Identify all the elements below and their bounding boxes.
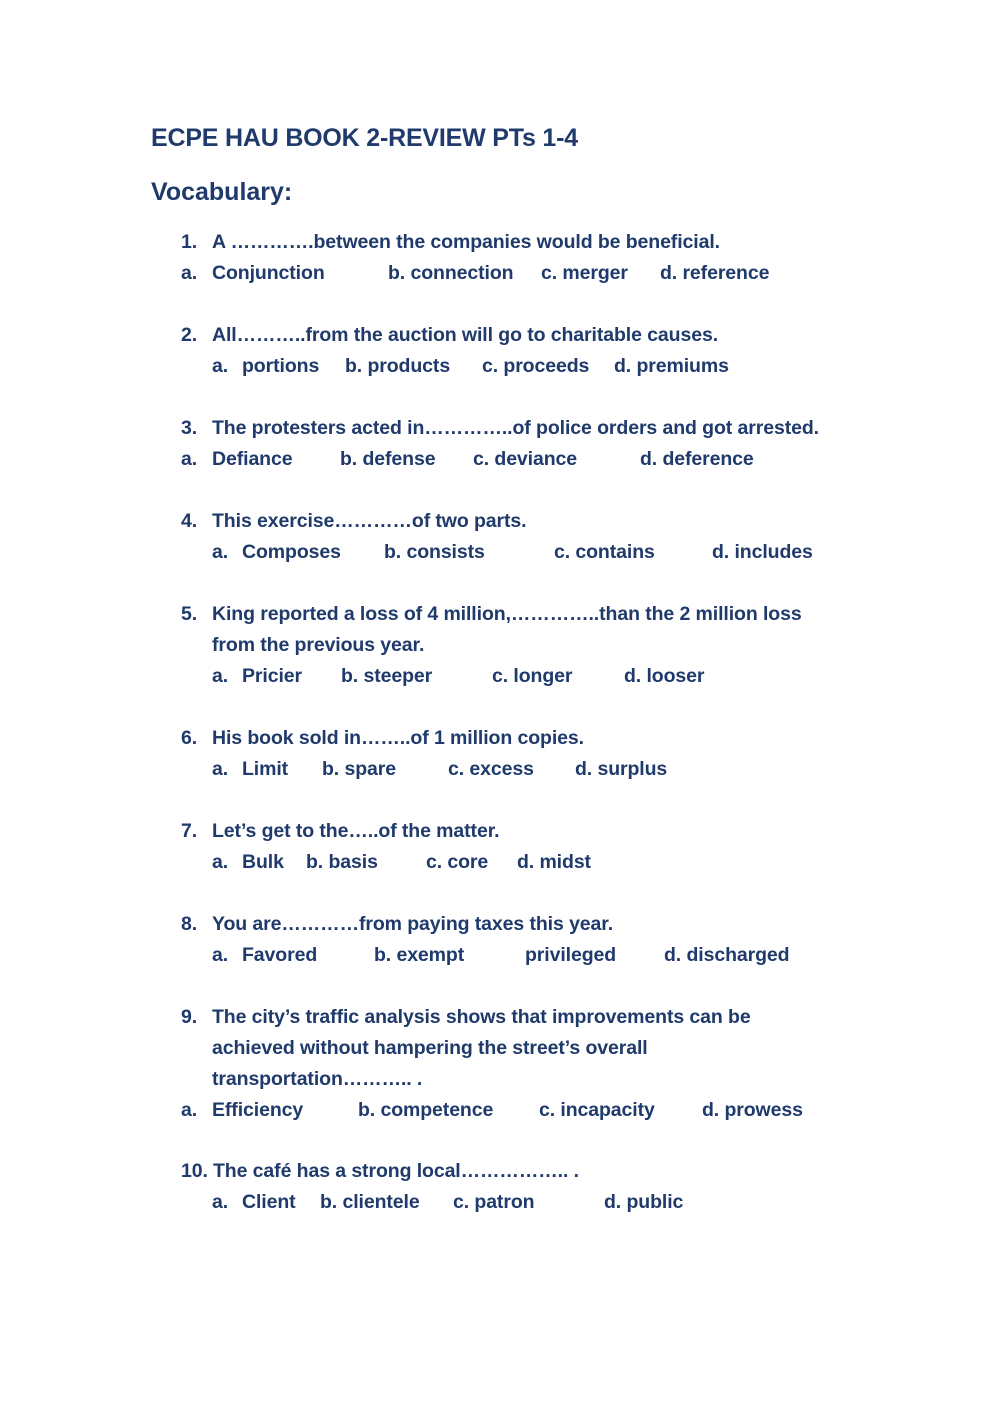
question-number: 10. (181, 1160, 208, 1182)
question-text: His book sold in……..of 1 million copies. (212, 727, 584, 749)
answer-option: Conjunction (212, 262, 325, 284)
question-text: All………..from the auction will go to charitable causes. (212, 324, 719, 346)
question-text: from the previous year. (212, 634, 425, 656)
section-heading: Vocabulary: (151, 178, 293, 206)
question-number: 9. (181, 1006, 198, 1028)
answer-option: d. premiums (614, 355, 729, 377)
answer-option: Limit (242, 758, 289, 780)
answer-option: b. spare (322, 758, 396, 780)
answer-option: b. steeper (341, 665, 433, 687)
question-text: You are…………from paying taxes this year. (212, 913, 614, 935)
worksheet-title: ECPE HAU BOOK 2-REVIEW PTs 1-4 (151, 124, 578, 152)
option-letter: a. (181, 262, 198, 284)
answer-option: b. basis (306, 851, 378, 873)
answer-option: c. merger (541, 262, 628, 284)
answer-option: privileged (525, 944, 617, 966)
question-number: 3. (181, 417, 198, 439)
answer-option: d. reference (660, 262, 770, 284)
answer-option: c. contains (554, 541, 655, 563)
answer-option: c. deviance (473, 448, 578, 470)
answer-option: b. products (345, 355, 451, 377)
answer-option: d. prowess (702, 1099, 803, 1121)
option-letter: a. (212, 758, 229, 780)
question-text: The protesters acted in…………..of police orders and got arrested. (212, 417, 819, 439)
answer-option: b. clientele (320, 1191, 420, 1213)
answer-option: d. looser (624, 665, 705, 687)
answer-option: Favored (242, 944, 318, 966)
answer-option: d. includes (712, 541, 813, 563)
question-text: This exercise…………of two parts. (212, 510, 527, 532)
question-text: Let’s get to the…..of the matter. (212, 820, 500, 842)
answer-option: Pricier (242, 665, 303, 687)
option-letter: a. (181, 448, 198, 470)
answer-option: d. midst (517, 851, 591, 873)
question-number: 4. (181, 510, 198, 532)
question-text: King reported a loss of 4 million,…………..than the 2 million loss (212, 603, 802, 625)
answer-option: b. exempt (374, 944, 465, 966)
option-letter: a. (212, 541, 229, 563)
answer-option: b. competence (358, 1099, 494, 1121)
answer-option: d. deference (640, 448, 754, 470)
answer-option: Bulk (242, 851, 284, 873)
question-text: The café has a strong local…………….. . (213, 1160, 579, 1182)
question-number: 2. (181, 324, 198, 346)
answer-option: d. discharged (664, 944, 790, 966)
answer-option: c. excess (448, 758, 534, 780)
answer-option: c. incapacity (539, 1099, 655, 1121)
option-letter: a. (212, 355, 229, 377)
question-number: 7. (181, 820, 198, 842)
question-number: 5. (181, 603, 198, 625)
option-letter: a. (212, 851, 229, 873)
answer-option: Client (242, 1191, 296, 1213)
answer-option: d. public (604, 1191, 684, 1213)
answer-option: c. core (426, 851, 489, 873)
answer-option: c. proceeds (482, 355, 590, 377)
option-letter: a. (181, 1099, 198, 1121)
option-letter: a. (212, 665, 229, 687)
answer-option: b. connection (388, 262, 514, 284)
question-number: 8. (181, 913, 198, 935)
option-letter: a. (212, 1191, 229, 1213)
question-number: 6. (181, 727, 198, 749)
question-text: transportation……….. . (212, 1068, 423, 1090)
option-letter: a. (212, 944, 229, 966)
answer-option: Efficiency (212, 1099, 304, 1121)
question-text: A ………….between the companies would be beneficial. (212, 231, 720, 253)
answer-option: b. consists (384, 541, 485, 563)
answer-option: c. patron (453, 1191, 535, 1213)
answer-option: portions (242, 355, 320, 377)
question-text: The city’s traffic analysis shows that improvements can be (212, 1006, 751, 1028)
answer-option: Defiance (212, 448, 293, 470)
answer-option: b. defense (340, 448, 436, 470)
answer-option: Composes (242, 541, 341, 563)
answer-option: d. surplus (575, 758, 668, 780)
question-text: achieved without hampering the street’s overall (212, 1037, 648, 1059)
answer-option: c. longer (492, 665, 573, 687)
question-number: 1. (181, 231, 198, 253)
